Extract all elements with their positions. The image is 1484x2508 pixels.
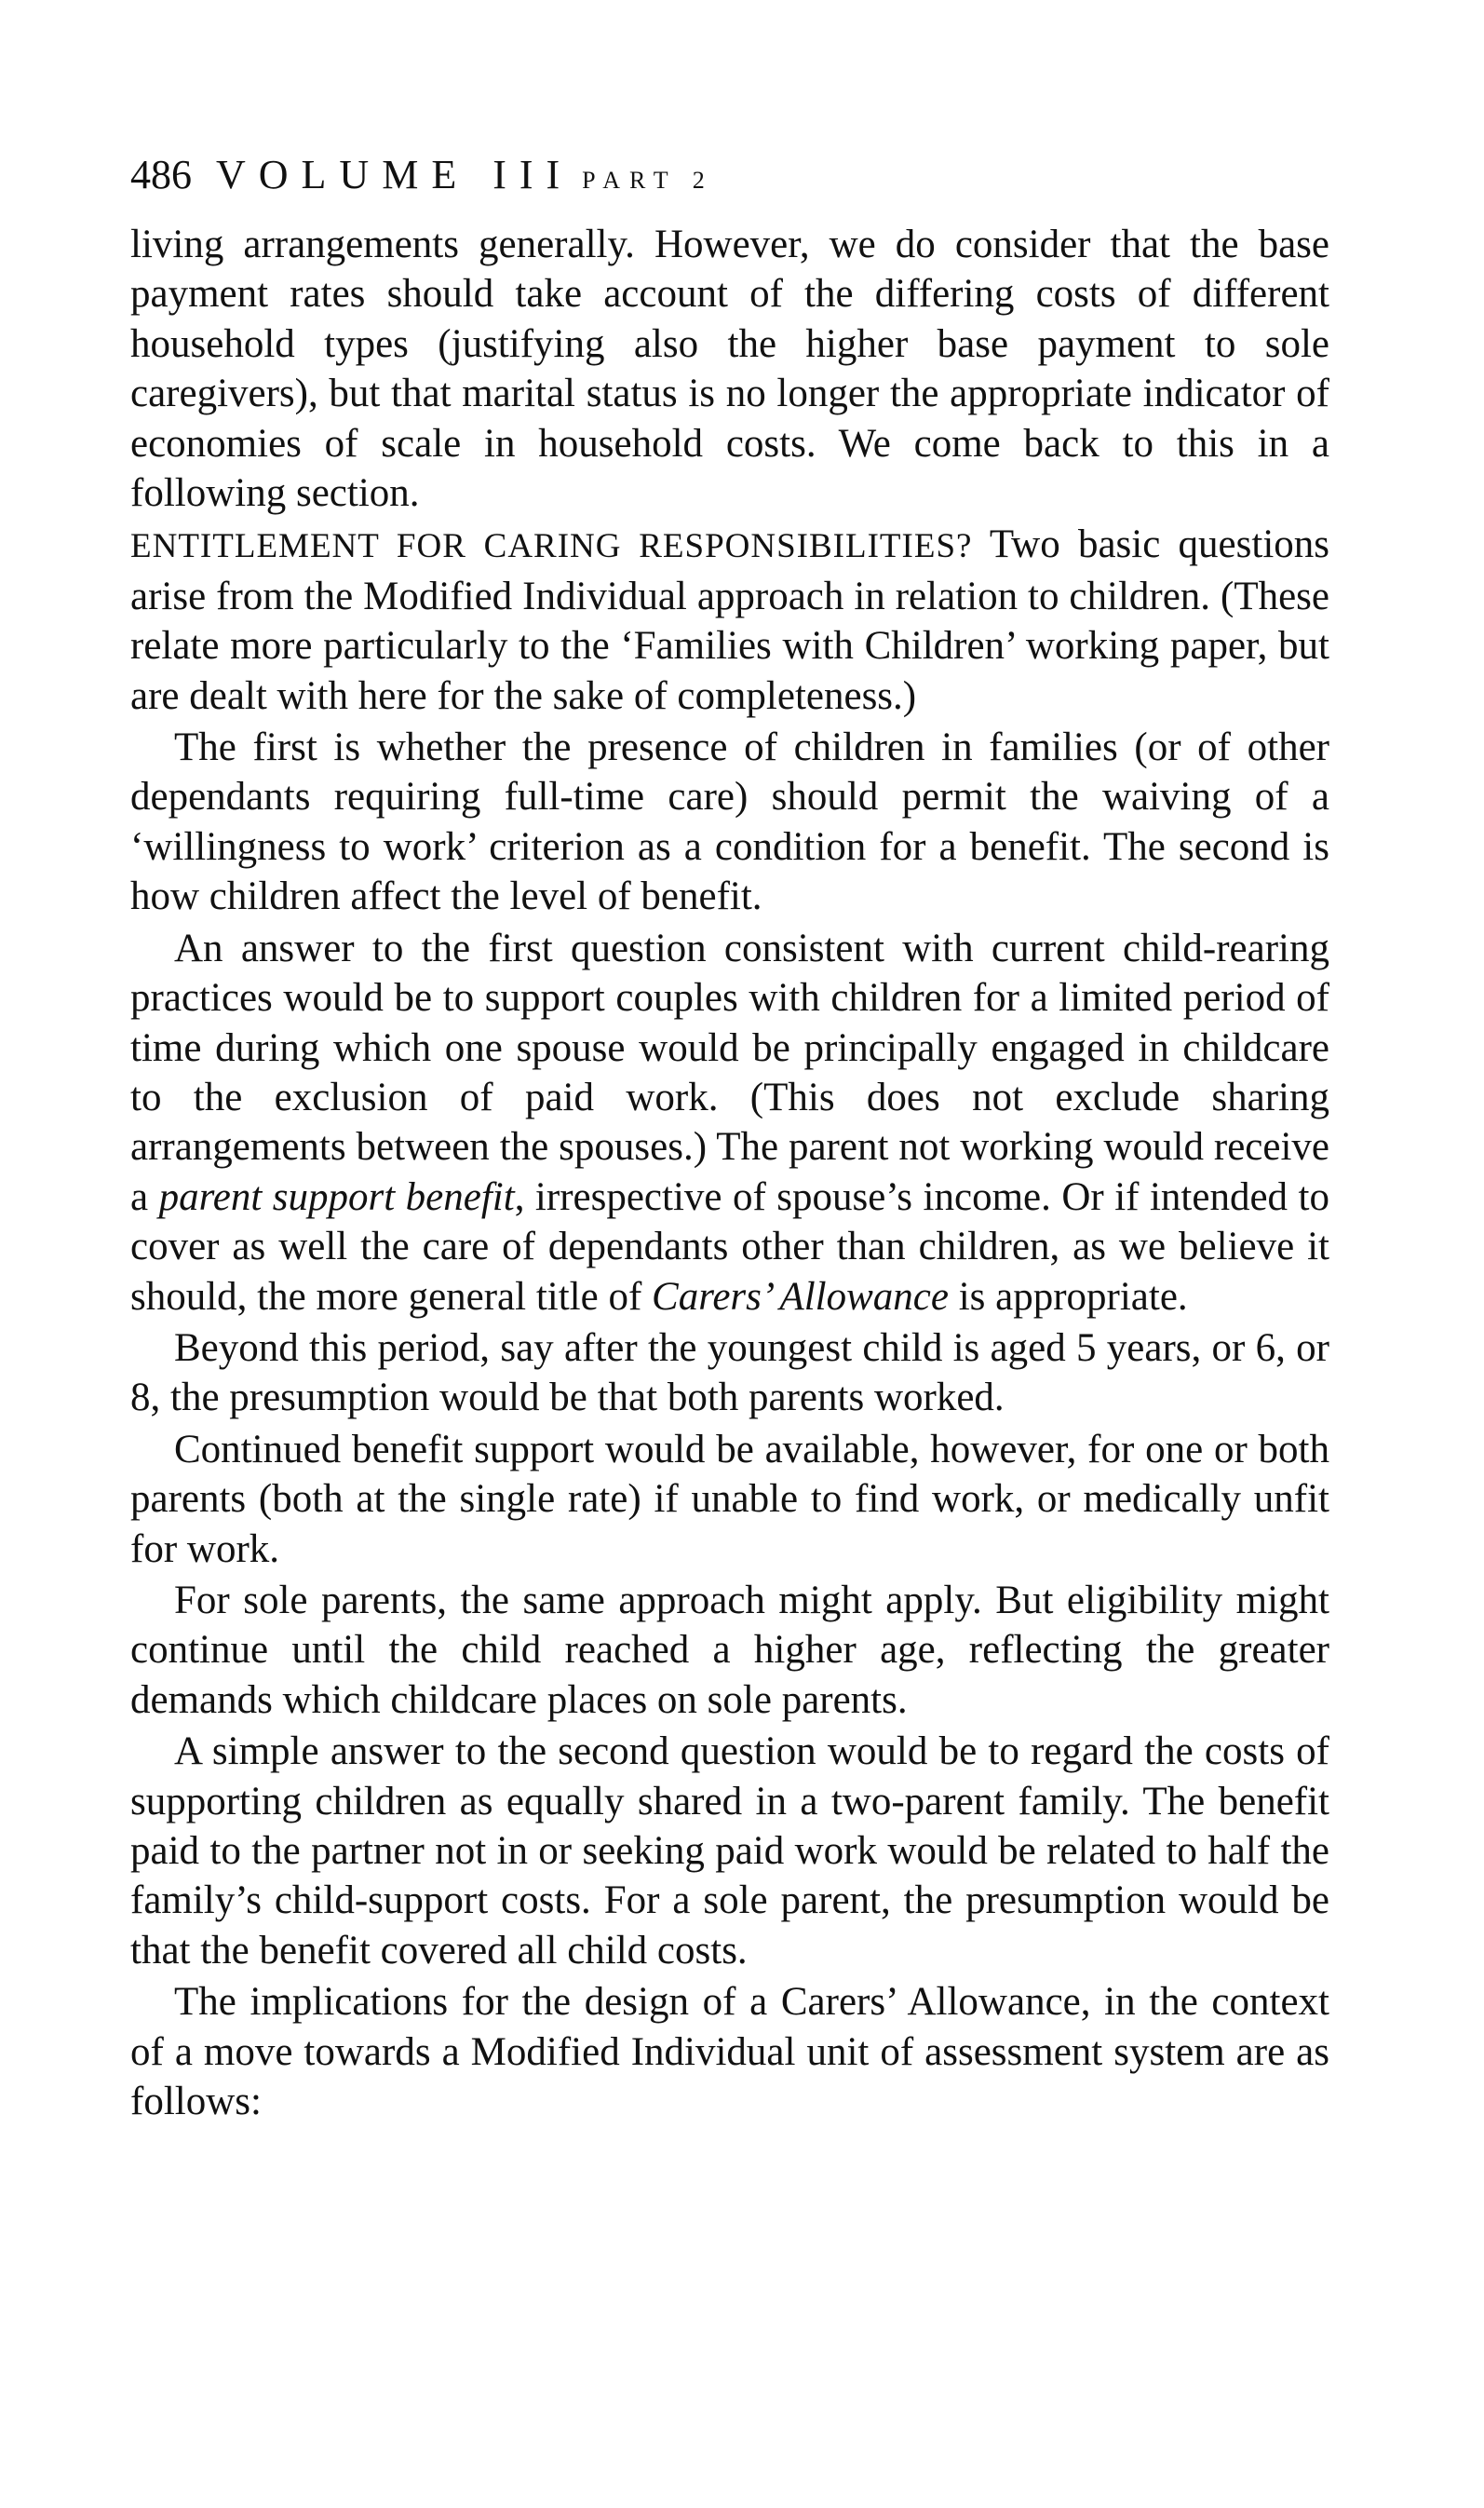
paragraph-answer-first-question	[130, 924, 1329, 1322]
volume-label: VOLUME III	[216, 152, 573, 197]
term-parent-support-benefit: parent support benefit	[158, 1174, 515, 1219]
answer-text-part-2: , irrespective of spouse’s income. Or if intended to cover as well the care of dependants other than children, as we believe it should, the more general title of	[130, 1174, 1329, 1319]
paragraph-second-question: A simple answer to the second question would be to regard the costs of supporting children as equally shared in a two-parent family. The benefit paid to the partner not in or seeking paid work would be related to half the family’s child-support costs. For a sole parent, the presumption would be that the benefit covered all child costs.	[130, 1729, 1329, 1973]
paragraph-beyond-period: Beyond this period, say after the youngest child is aged 5 years, or 6, or 8, the presumption would be that both parents worked.	[130, 1325, 1329, 1420]
term-carers-allowance: Carers’ Allowance	[652, 1274, 949, 1319]
paragraph-implications: The implications for the design of a Carers’ Allowance, in the context of a move towards a Modified Individual unit of assessment system are as follows:	[130, 1980, 1329, 2124]
body-text	[130, 220, 1329, 2128]
paragraph-entitlement-text: Two basic questions arise from the Modified Individual approach in relation to children. (These relate more particularly to the ‘Families with Children’ working paper, but are dealt with here for the sake of completeness.)	[130, 522, 1329, 718]
answer-text-part-3: is appropriate.	[948, 1274, 1188, 1319]
section-heading-entitlement: ENTITLEMENT FOR CARING RESPONSIBILITIES?	[130, 527, 973, 566]
paragraph-sole-parents: For sole parents, the same approach might apply. But eligibility might continue until the child reached a higher age, reflecting the greater demands which childcare places on sole parents.	[130, 1578, 1329, 1722]
answer-text-part-1: An answer to the first question consistent with current child-rearing practices would be to support couples with children for a limited period of time during which one spouse would be principally engaged in childcare to the exclusion of paid work. (This does not exclude sharing arrangements between the spouses.) The parent not working would receive a	[130, 926, 1329, 1219]
part-label: PART 2	[582, 167, 714, 194]
running-head	[130, 152, 714, 204]
paragraph-living-arrangements: living arrangements generally. However, we do consider that the base payment rates should take account of the differing costs of different household types (justifying also the higher base payment to sole caregivers), but that marital status is no longer the appropriate indicator of economies of scale in household costs. We come back to this in a following section.	[130, 223, 1329, 516]
paragraph-first-question: The first is whether the presence of children in families (or of other dependants requiring full-time care) should permit the waiving of a ‘willingness to work’ criterion as a condition for a benefit. The second is how children affect the level of benefit.	[130, 725, 1329, 919]
paragraph-continued-support: Continued benefit support would be available, however, for one or both parents (both at the single rate) if unable to find work, or medically unfit for work.	[130, 1427, 1329, 1571]
paragraph-entitlement	[130, 520, 1329, 721]
page-number: 486	[130, 152, 192, 197]
